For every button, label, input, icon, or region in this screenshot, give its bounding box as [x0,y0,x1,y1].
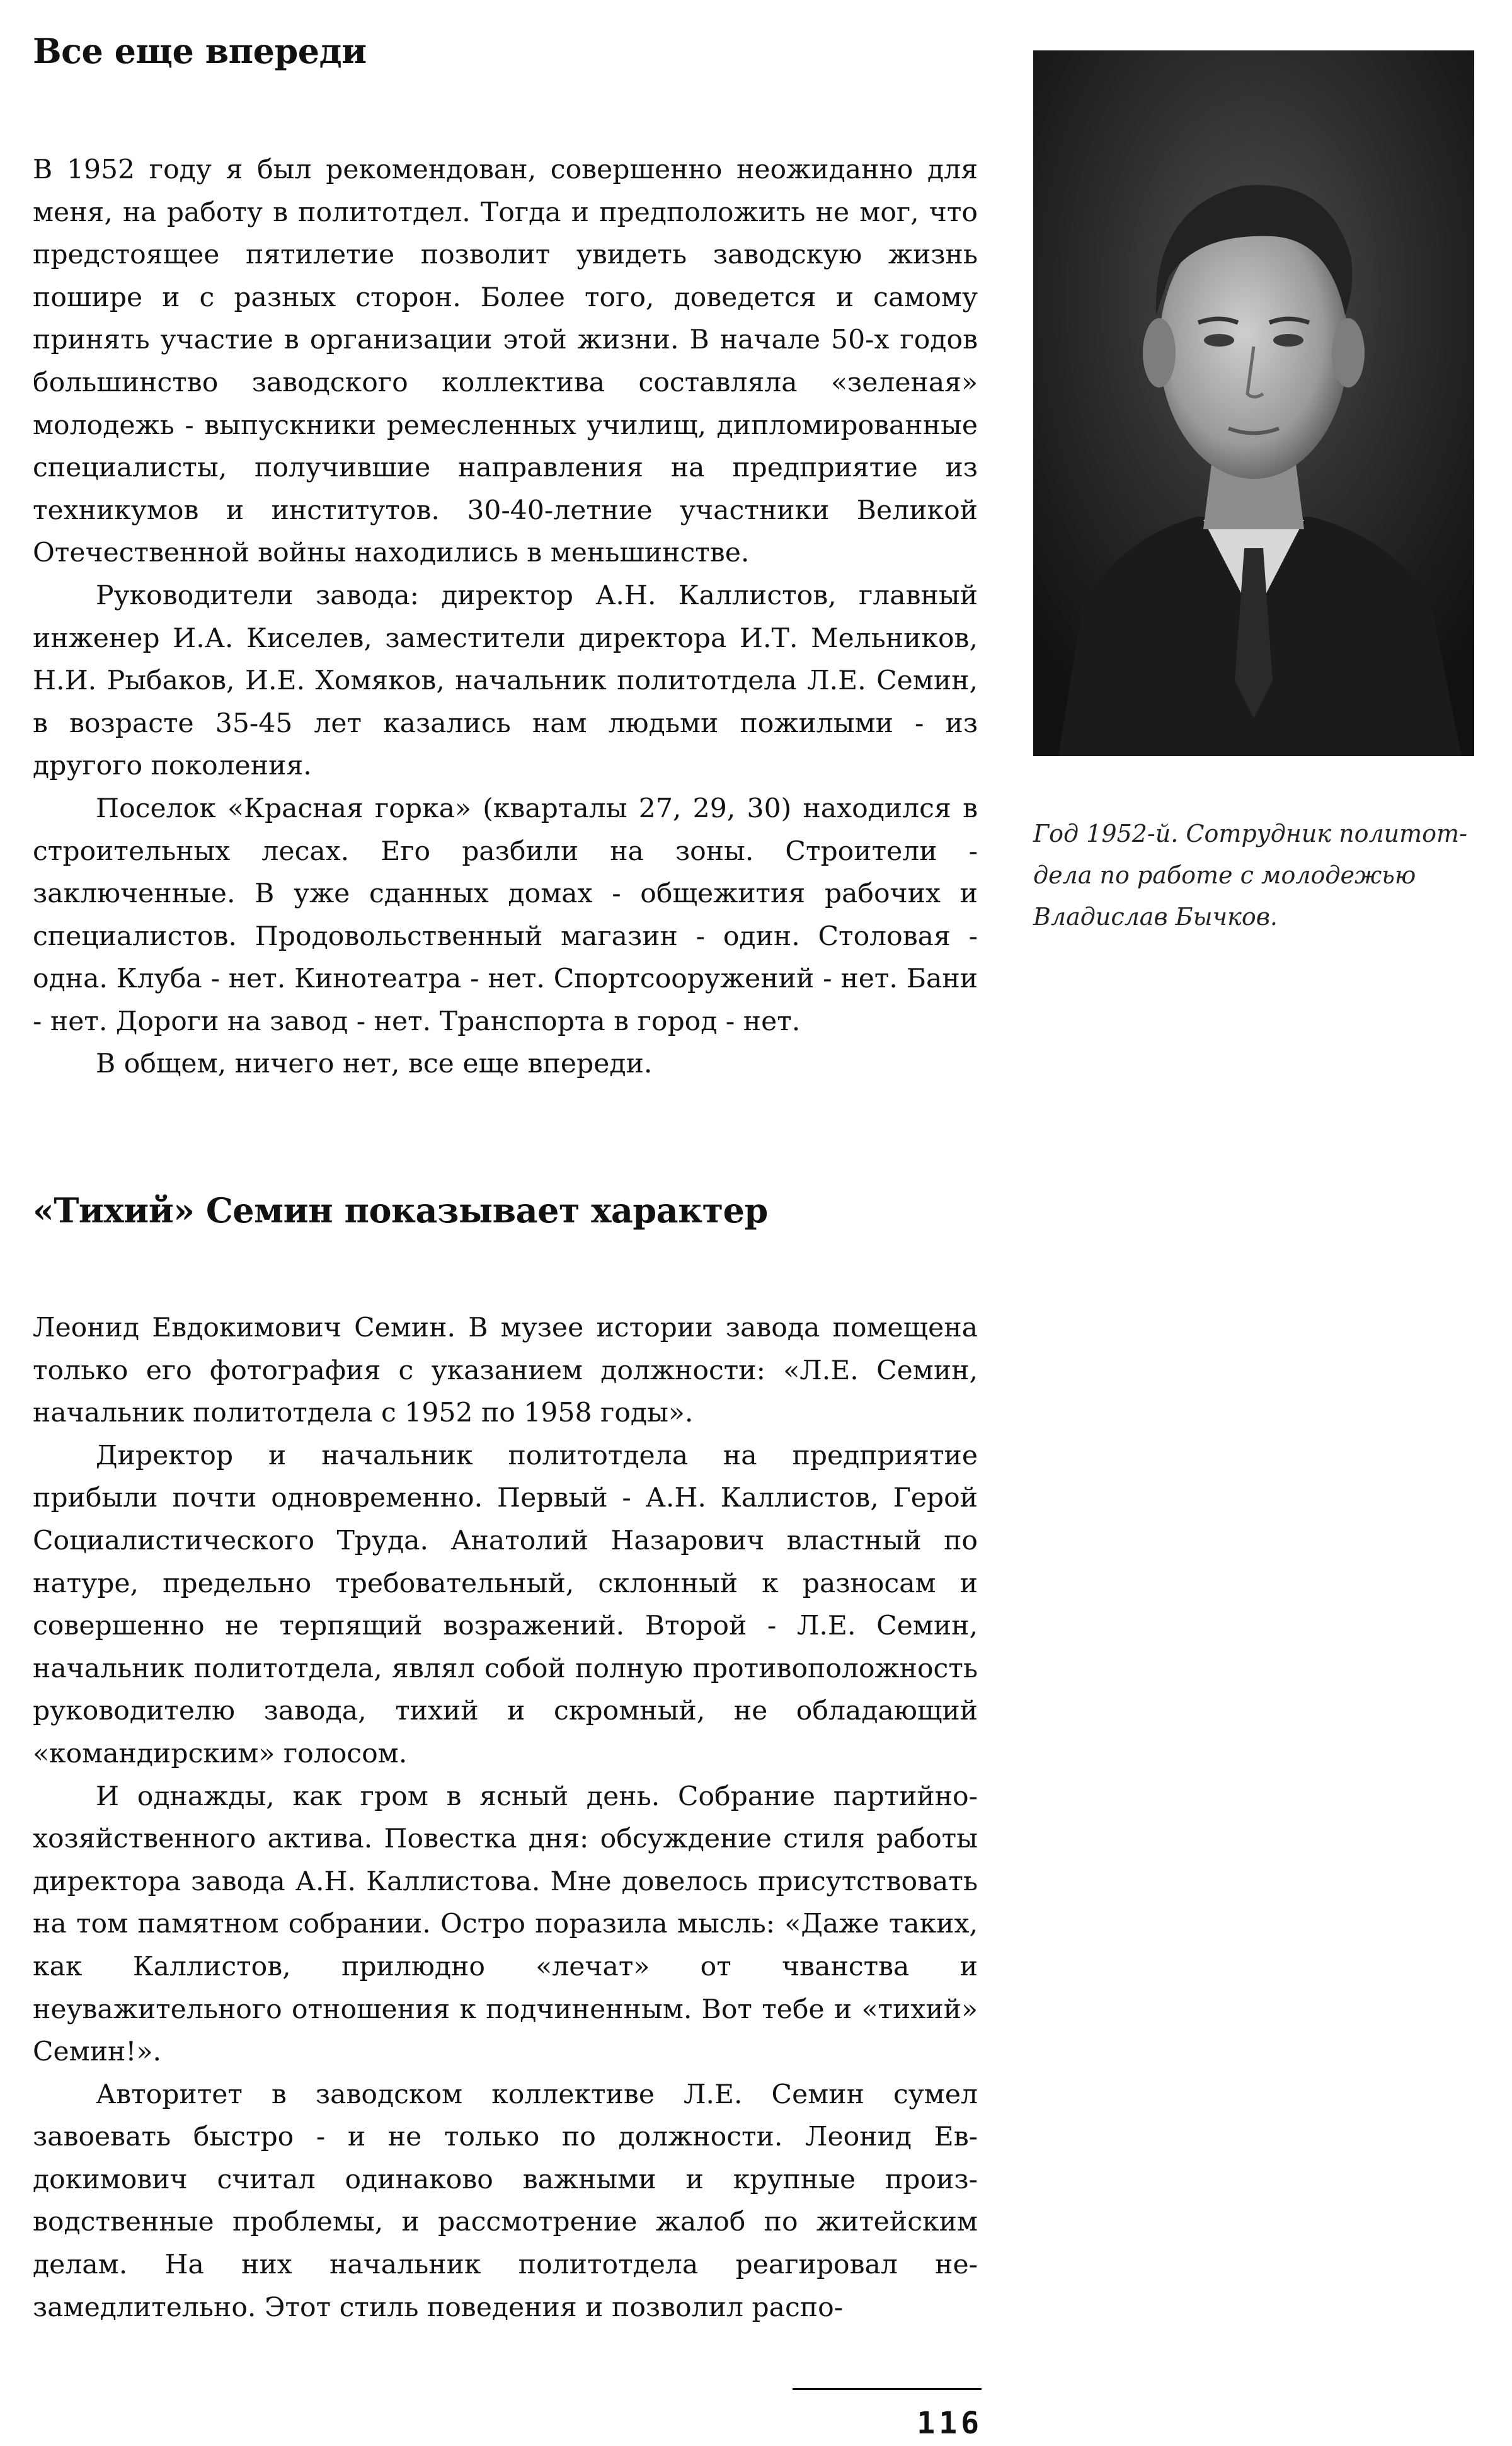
paragraph: Поселок «Красная горка» (кварталы 27, 29, 30) находился в строительных лесах. Его разбили на зоны. Строители - заключенные. В уже сданных домах - общежития рабочих и специалистов. Продовольственный магазин - один. Столовая - одна. Клуба - нет. Кинотеатра - нет. Спортсооружений - нет. Бани - нет. Дороги на завод - нет. Транспорта в город - нет. [33,793,978,1037]
paragraph: Директор и начальник политотдела на предприятие прибыли почти одновременно. Первый - А.Н. Каллистов, Герой Социалистического Труда. Анатолий Назарович властный по натуре, предельно требовательный, склонный к разносам и совершенно не терпящий возражений. Второй - Л.Е. Семин, начальник политотдела, являл собой полную противоположность руководителю завода, тихий и скромный, не обладающий «командирским» голосом. [33,1440,978,1769]
portrait-photo [1033,50,1474,756]
paragraph: В общем, ничего нет, все еще впереди. [96,1048,653,1080]
paragraph: Леонид Евдокимович Семин. В музее истории завода помещена только его фотография с указанием должности: «Л.Е. Семин, начальник политотдела с 1952 по 1958 годы». [33,1312,978,1429]
section-body-2 [33,1307,978,2329]
paragraph: Руководители завода: директор А.Н. Каллистов, главный инженер И.А. Киселев, заместители директора И.Т. Мельников, Н.И. Рыбаков, И.Е. Хомяков, начальник политотдела Л.Е. Семин, в возрасте 35-45 лет казались нам людьми пожилыми - из другого поколения. [33,580,978,782]
paragraph: В 1952 году я был рекомендован, совершенно неожиданно для меня, на работу в политотдел. Тогда и предположить не мог, что предстоящее пятилетие позволит увидеть заводскую жизнь пошире и с разных сторон. Более того, доведется и самому принять участие в организации этой жизни. В начале 50-х годов большинство заводского коллектива составляла «зеленая» молодежь - выпускники ремесленных училищ, дипломированные специалисты, получившие направления на предприятие из техникумов и институтов. 30-40-летние участники Великой Отечественной войны находились в меньшинстве. [33,154,978,569]
section-title-1: Все еще впереди [33,31,367,71]
paragraph: И однажды, как гром в ясный день. Собрание партийно-хозяйственного актива. Повестка дня: обсуждение стиля работы директора завода А.Н. Каллистова. Мне довелось присутствовать на том памятном собрании. Остро поразила мысль: «Даже таких, как Каллистов, прилюдно «лечат» от чванства и неуважительного отношения к подчиненным. Вот тебе и «тихий» Семин!». [33,1781,978,2068]
paragraph: Авторитет в заводском коллективе Л.Е. Семин сумел завоевать быстро - и не только по должности. Леонид Евдокимович считал одинаково важными и крупные производственные проблемы, и рассмотрение жалоб по житейским делам. На них начальник политотдела реагировал незамедлительно. Этот стиль поведения и позволил распо- [33,2079,978,2323]
section-body-1 [33,149,978,1086]
page-number: 116 [917,2406,983,2441]
section-title-2: «Тихий» Семин показывает характер [33,1190,768,1231]
photo-caption: Год 1952-й. Сотрудник политотдела по работе с молодежью Владислав Бычков. [1033,820,1467,931]
footer-rule [793,2388,982,2390]
